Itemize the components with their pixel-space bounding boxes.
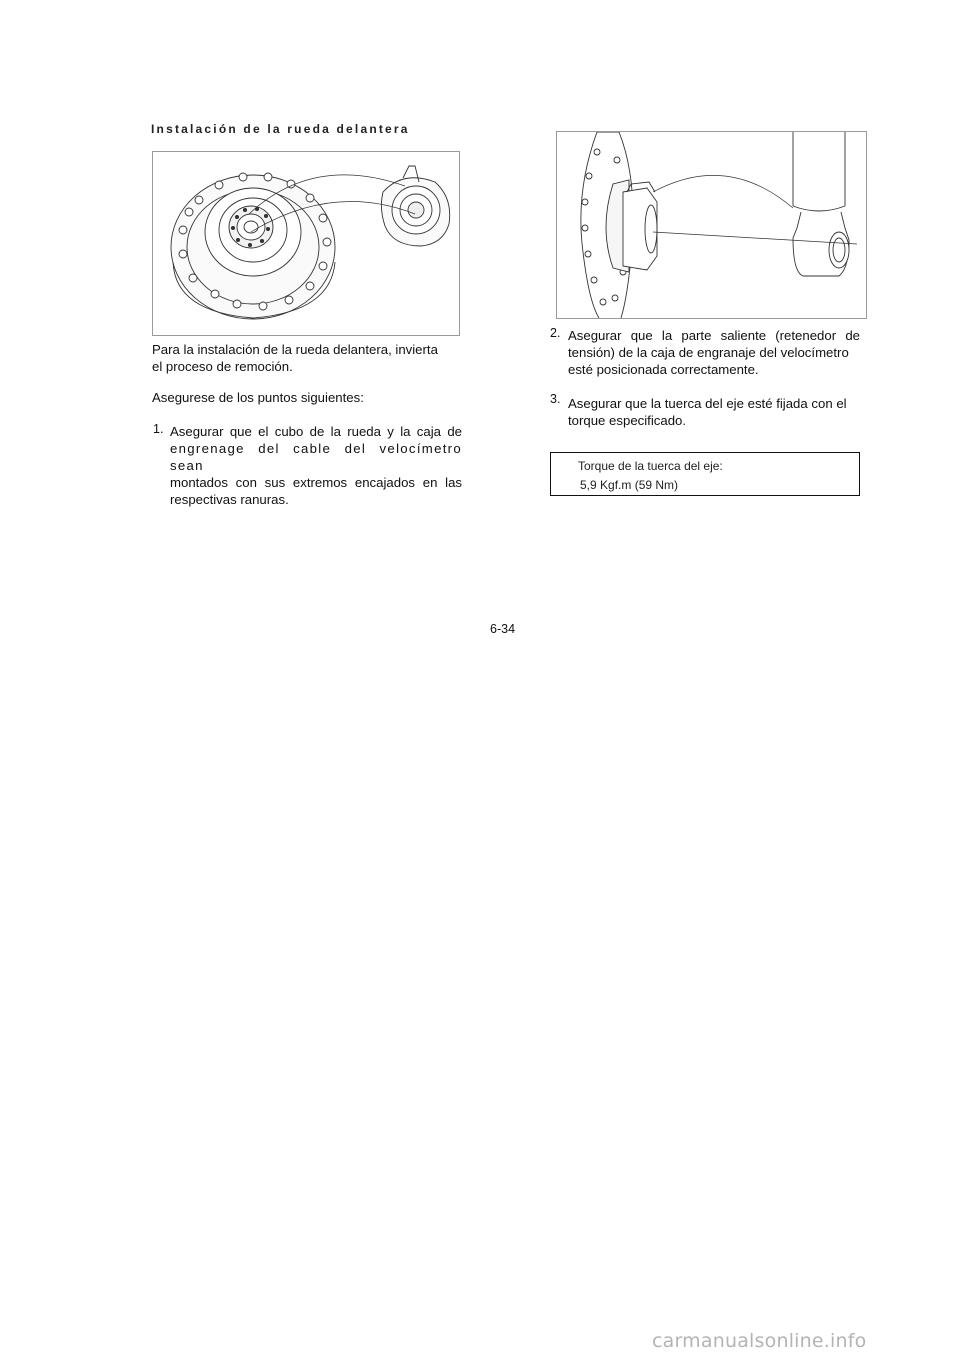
watermark: carmanualsonline.info <box>652 1330 867 1352</box>
step-2-line-1: Asegurar que la parte saliente (retenedor de <box>568 328 860 343</box>
step-1-line-4: respectivas ranuras. <box>170 492 289 507</box>
torque-spec-box <box>550 452 860 496</box>
section-title: Instalación de la rueda delantera <box>151 122 410 136</box>
step-2-line-2: tensión) de la caja de engranaje del velocímetro <box>568 345 849 360</box>
step-1-line-3: montados con sus extremos encajados en las <box>170 475 462 490</box>
step-3-line-2: torque especificado. <box>568 413 687 428</box>
torque-spec-label: Torque de la tuerca del eje: <box>578 459 723 473</box>
gearbox-fork-drawing <box>557 132 866 318</box>
step-1-line-1: Asegurar que el cubo de la rueda y la caja de <box>170 424 462 439</box>
step-1-text <box>170 423 462 508</box>
step-3-number: 3. <box>550 392 561 406</box>
step-3-line-1: Asegurar que la tuerca del eje esté fijada con el <box>568 396 847 411</box>
checklist-label: Asegurese de los puntos siguientes: <box>152 390 364 405</box>
step-2-line-3: esté posicionada correctamente. <box>568 362 759 377</box>
step-2-text <box>568 327 860 378</box>
intro-line-2: el proceso de remoción. <box>152 359 293 374</box>
wheel-hub-illustration <box>152 151 460 336</box>
torque-spec-value: 5,9 Kgf.m (59 Nm) <box>580 478 679 492</box>
intro-line-1: Para la instalación de la rueda delantera, invierta <box>152 342 438 357</box>
step-1-line-2: engrenage del cable del velocímetro sean <box>170 441 462 473</box>
page-number: 6-34 <box>490 622 516 636</box>
step-1-number: 1. <box>153 422 164 436</box>
step-3-text <box>568 395 860 429</box>
step-2-number: 2. <box>550 326 561 340</box>
intro-paragraph <box>152 341 472 375</box>
gearbox-fork-illustration <box>556 131 867 319</box>
wheel-hub-drawing <box>153 152 459 335</box>
